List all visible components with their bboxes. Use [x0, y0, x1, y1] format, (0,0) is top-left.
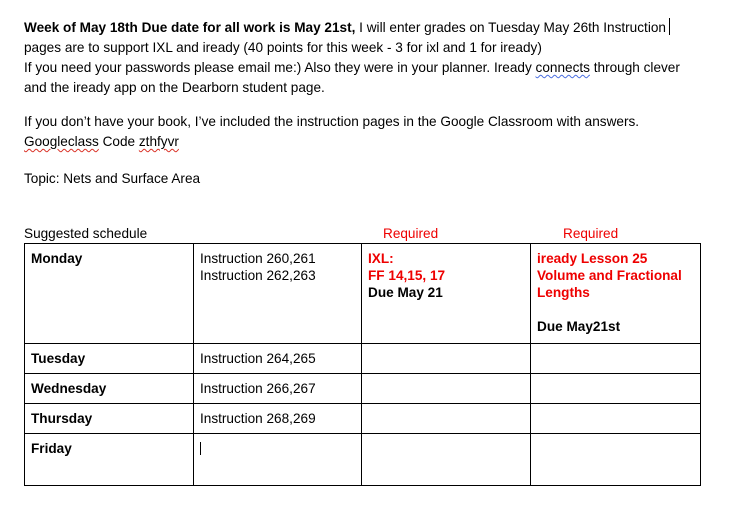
text-cursor: [200, 442, 201, 455]
instruction-line: Instruction 260,261: [200, 251, 316, 266]
required-label-ixl: Required: [383, 226, 439, 241]
schedule-table: [24, 243, 701, 486]
instruction-cell: [194, 434, 362, 486]
due-date-heading: Week of May 18th Due date for all work is May 21st,: [24, 20, 356, 35]
googleclass-word: Googleclass: [24, 134, 99, 149]
table-row: [25, 244, 701, 344]
ixl-cell: [362, 434, 531, 486]
iready-app-note: and the iready app on the Dearborn student page.: [24, 80, 325, 95]
instruction-cell: Instruction 268,269: [194, 404, 362, 434]
iready-lesson-line: Lengths: [537, 285, 590, 300]
text-cursor: [669, 18, 670, 35]
ixl-cell: [362, 404, 531, 434]
day-cell: Wednesday: [25, 374, 194, 404]
book-paragraph: [24, 112, 714, 152]
schedule-caption: Suggested schedule: [24, 226, 148, 241]
schedule-header: [24, 226, 700, 244]
code-label: Code: [98, 134, 139, 149]
iready-cell: [531, 434, 701, 486]
connects-word: connects: [535, 60, 590, 75]
required-label-iready: Required: [563, 226, 619, 241]
intro-paragraph: [24, 18, 714, 98]
day-cell: Thursday: [25, 404, 194, 434]
ixl-items: FF 14,15, 17: [368, 268, 446, 283]
day-cell: Tuesday: [25, 344, 194, 374]
iready-cell: [531, 374, 701, 404]
ixl-due: Due May 21: [368, 285, 443, 300]
table-row: [25, 344, 701, 374]
class-code: zthfyvr: [138, 134, 179, 149]
passwords-note-a: If you need your passwords please email me:) Also they were in your planner. Iready: [24, 60, 536, 75]
table-row: [25, 434, 701, 486]
ixl-cell: [362, 244, 531, 344]
book-note: If you don’t have your book, I’ve included the instruction pages in the Google Classroom with answers.: [24, 114, 640, 129]
table-row: [25, 404, 701, 434]
passwords-note-c: through clever: [589, 60, 680, 75]
grading-note: I will enter grades on Tuesday May 26th Instruction: [355, 20, 666, 35]
points-note: pages are to support IXL and iready (40 points for this week - 3 for ixl and 1 for iready): [24, 40, 542, 55]
ixl-label: IXL:: [368, 251, 394, 266]
instruction-line: Instruction 262,263: [200, 268, 316, 283]
ixl-cell: [362, 374, 531, 404]
iready-lesson-line: iready Lesson 25: [537, 251, 648, 266]
instruction-cell: Instruction 266,267: [194, 374, 362, 404]
iready-cell: [531, 404, 701, 434]
ixl-cell: [362, 344, 531, 374]
iready-cell: [531, 344, 701, 374]
iready-cell: [531, 244, 701, 344]
table-row: [25, 374, 701, 404]
instruction-cell: Instruction 264,265: [194, 344, 362, 374]
day-cell: Friday: [25, 434, 194, 486]
day-cell: Monday: [25, 244, 194, 344]
iready-lesson-line: Volume and Fractional: [537, 268, 682, 283]
iready-due: Due May21st: [537, 319, 621, 334]
instruction-cell: [194, 244, 362, 344]
topic-line: Topic: Nets and Surface Area: [24, 171, 201, 186]
